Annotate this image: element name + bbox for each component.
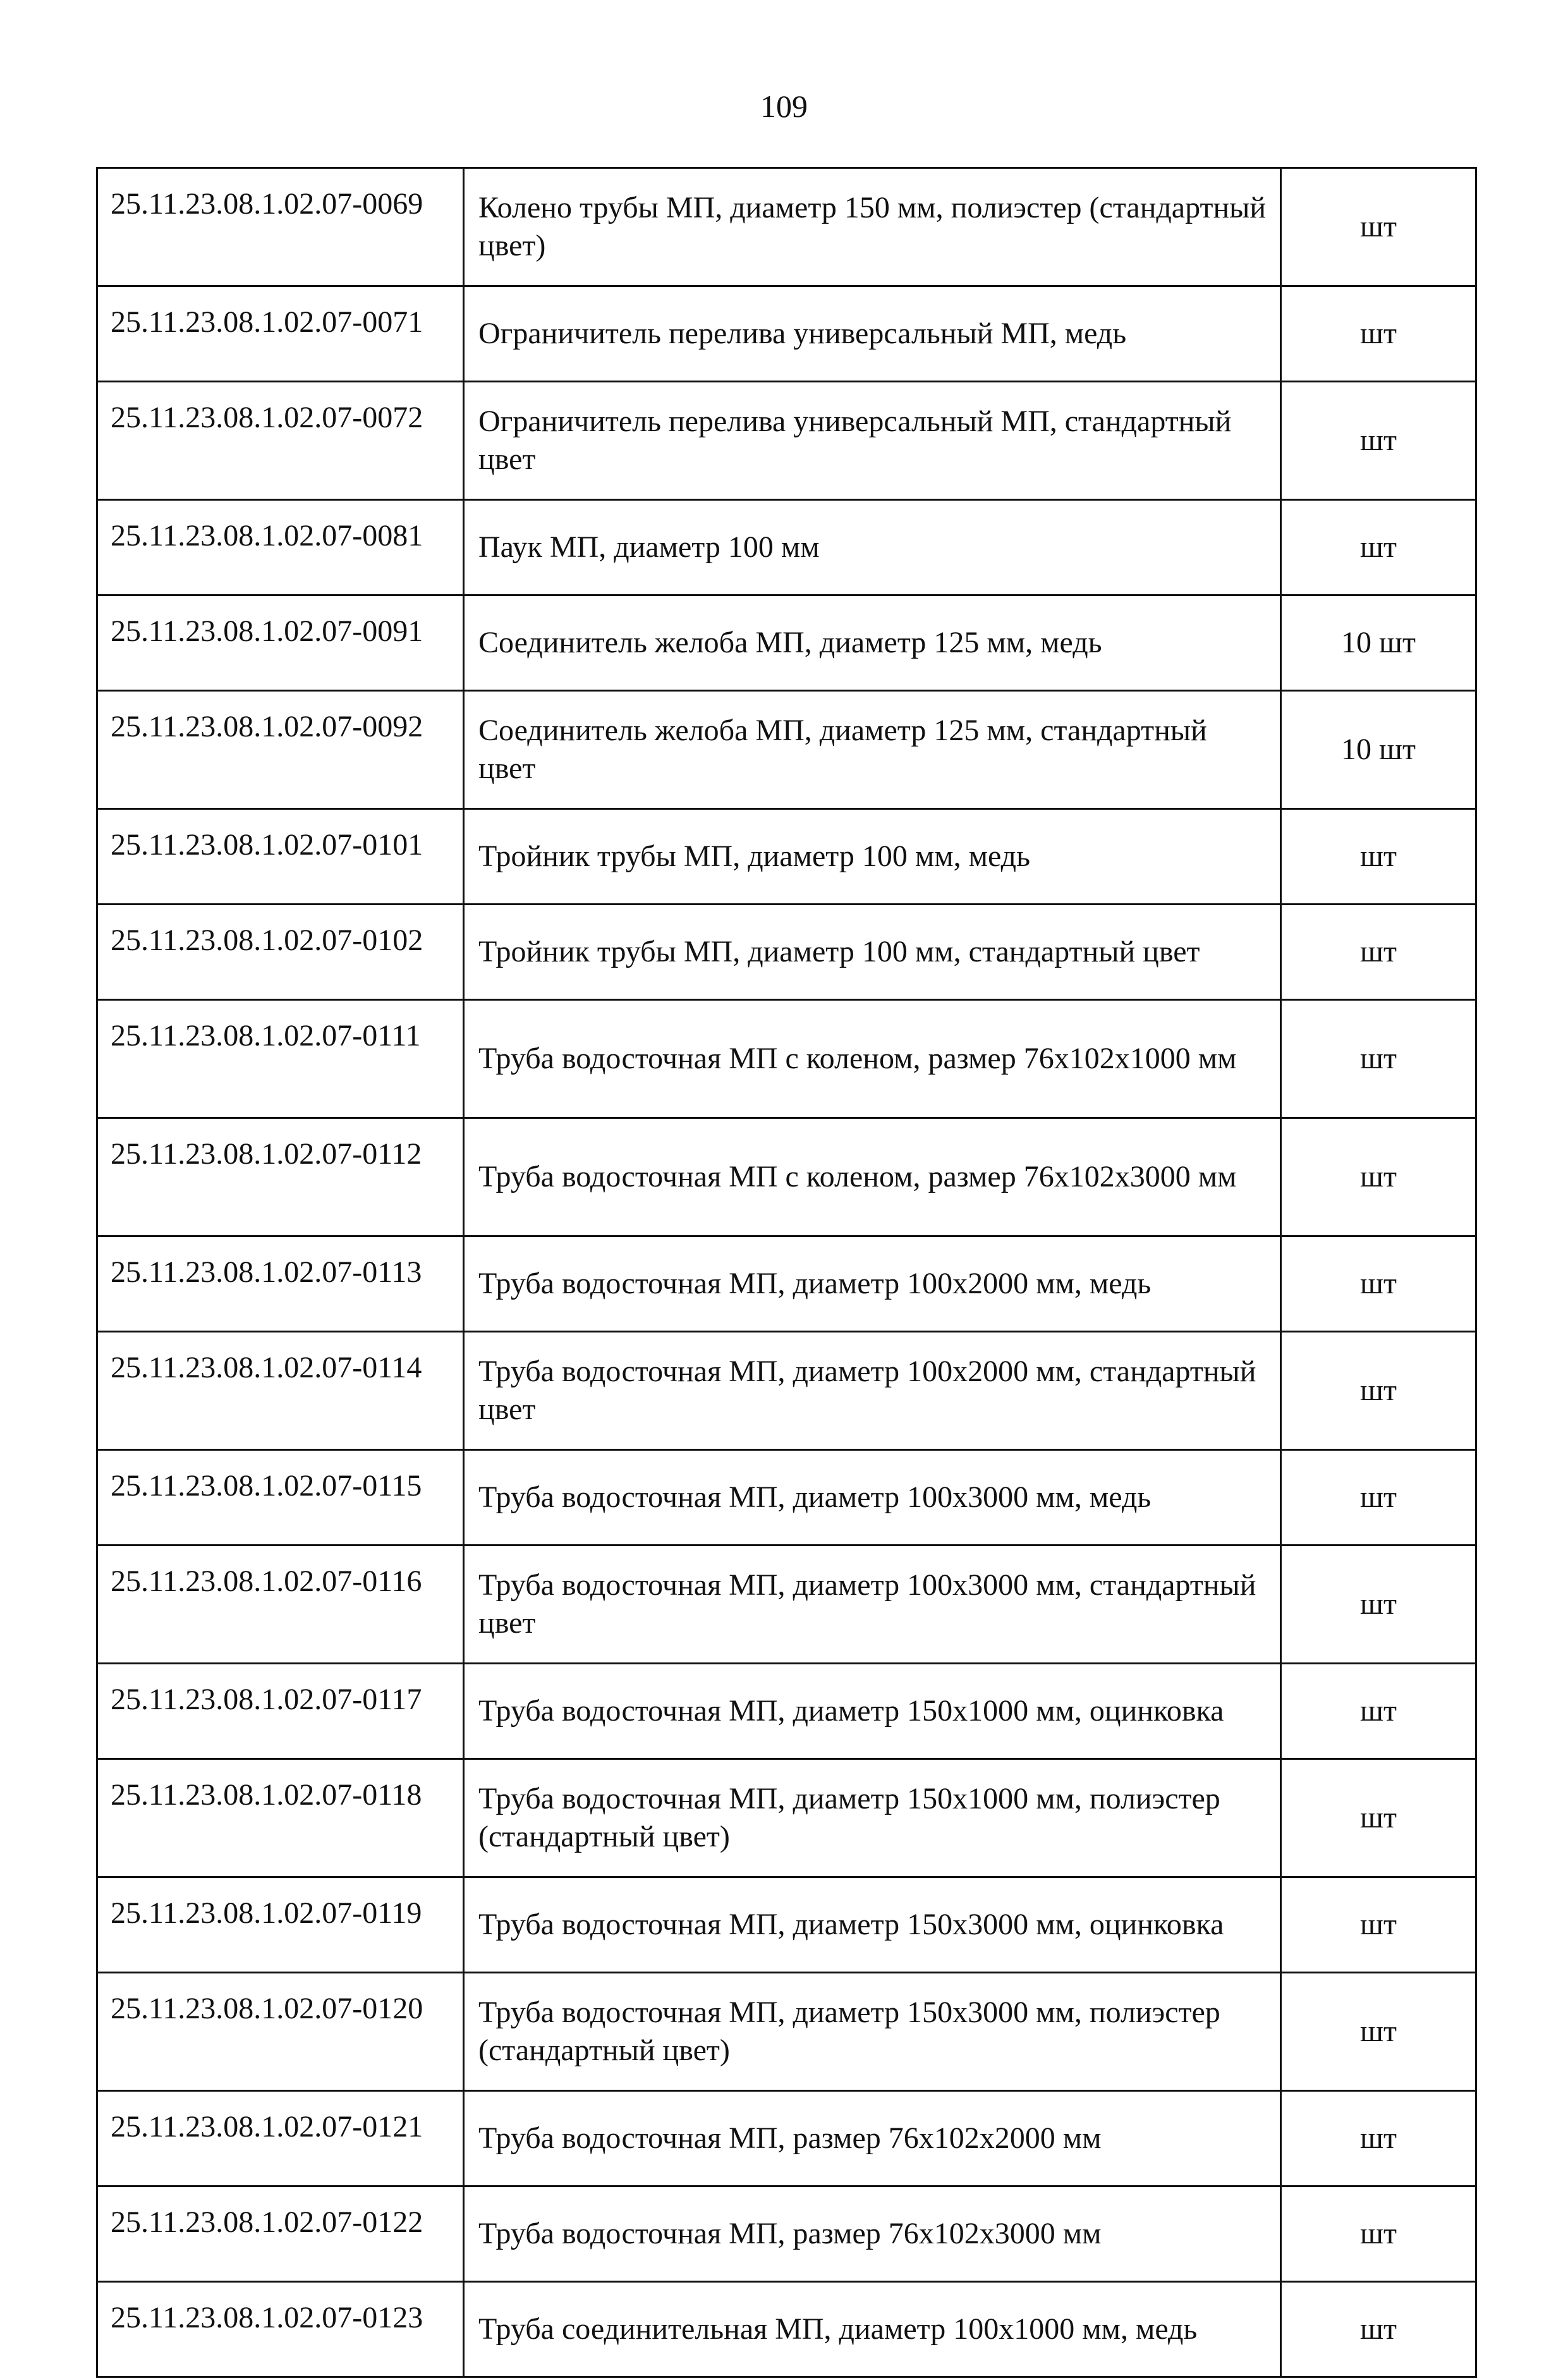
resource-name: Тройник трубы МП, диаметр 100 мм, стандартный цвет — [464, 905, 1281, 1000]
resource-unit: шт — [1281, 382, 1476, 500]
resource-code: 25.11.23.08.1.02.07-0115 — [97, 1450, 464, 1546]
resource-name: Труба водосточная МП, размер 76х102х2000 мм — [464, 2091, 1281, 2186]
resource-unit: шт — [1281, 2186, 1476, 2282]
resource-unit: шт — [1281, 905, 1476, 1000]
resource-code: 25.11.23.08.1.02.07-0118 — [97, 1759, 464, 1877]
resource-unit: шт — [1281, 1759, 1476, 1877]
resource-code: 25.11.23.08.1.02.07-0081 — [97, 500, 464, 595]
table-row — [97, 809, 1476, 905]
resource-name: Паук МП, диаметр 100 мм — [464, 500, 1281, 595]
table-row — [97, 382, 1476, 500]
resource-name: Тройник трубы МП, диаметр 100 мм, медь — [464, 809, 1281, 905]
resource-code: 25.11.23.08.1.02.07-0071 — [97, 286, 464, 382]
resource-name: Соединитель желоба МП, диаметр 125 мм, медь — [464, 595, 1281, 691]
resource-unit: шт — [1281, 286, 1476, 382]
table-row — [97, 1664, 1476, 1759]
resource-code: 25.11.23.08.1.02.07-0102 — [97, 905, 464, 1000]
resource-unit: шт — [1281, 1332, 1476, 1450]
resource-unit: шт — [1281, 1546, 1476, 1664]
table-row — [97, 1973, 1476, 2091]
resource-name: Труба водосточная МП, размер 76х102х3000 мм — [464, 2186, 1281, 2282]
resource-unit: шт — [1281, 1450, 1476, 1546]
table-row — [97, 168, 1476, 286]
resource-name: Труба соединительная МП, диаметр 100х1000 мм, медь — [464, 2282, 1281, 2377]
table-row — [97, 2186, 1476, 2282]
table-row — [97, 2091, 1476, 2186]
resource-code: 25.11.23.08.1.02.07-0123 — [97, 2282, 464, 2377]
resource-name: Труба водосточная МП, диаметр 150х1000 мм, оцинковка — [464, 1664, 1281, 1759]
resource-unit: шт — [1281, 2091, 1476, 2186]
resource-code: 25.11.23.08.1.02.07-0072 — [97, 382, 464, 500]
table-row — [97, 286, 1476, 382]
resource-code: 25.11.23.08.1.02.07-0117 — [97, 1664, 464, 1759]
table-row — [97, 500, 1476, 595]
resource-code: 25.11.23.08.1.02.07-0119 — [97, 1877, 464, 1973]
table-row — [97, 1118, 1476, 1236]
resource-name: Ограничитель перелива универсальный МП, медь — [464, 286, 1281, 382]
resource-name: Труба водосточная МП с коленом, размер 76х102х3000 мм — [464, 1118, 1281, 1236]
table-row — [97, 1877, 1476, 1973]
resource-unit: 10 шт — [1281, 691, 1476, 809]
table-row — [97, 1000, 1476, 1118]
resource-name: Труба водосточная МП с коленом, размер 76х102х1000 мм — [464, 1000, 1281, 1118]
page-number: 109 — [760, 88, 808, 124]
table-row — [97, 905, 1476, 1000]
resource-table — [96, 167, 1477, 2378]
resource-code: 25.11.23.08.1.02.07-0069 — [97, 168, 464, 286]
resource-code: 25.11.23.08.1.02.07-0101 — [97, 809, 464, 905]
resource-code: 25.11.23.08.1.02.07-0116 — [97, 1546, 464, 1664]
resource-code: 25.11.23.08.1.02.07-0120 — [97, 1973, 464, 2091]
resource-code: 25.11.23.08.1.02.07-0112 — [97, 1118, 464, 1236]
resource-unit: шт — [1281, 1973, 1476, 2091]
resource-unit: шт — [1281, 500, 1476, 595]
table-row — [97, 1332, 1476, 1450]
resource-name: Труба водосточная МП, диаметр 100х3000 мм, медь — [464, 1450, 1281, 1546]
resource-code: 25.11.23.08.1.02.07-0121 — [97, 2091, 464, 2186]
resource-code: 25.11.23.08.1.02.07-0111 — [97, 1000, 464, 1118]
resource-name: Труба водосточная МП, диаметр 100х2000 мм, медь — [464, 1236, 1281, 1332]
table-row — [97, 2282, 1476, 2377]
table-row — [97, 1546, 1476, 1664]
resource-name: Соединитель желоба МП, диаметр 125 мм, стандартный цвет — [464, 691, 1281, 809]
resource-code: 25.11.23.08.1.02.07-0091 — [97, 595, 464, 691]
resource-unit: шт — [1281, 1236, 1476, 1332]
table-row — [97, 1759, 1476, 1877]
resource-name: Труба водосточная МП, диаметр 100х3000 мм, стандартный цвет — [464, 1546, 1281, 1664]
resource-name: Труба водосточная МП, диаметр 150х1000 мм, полиэстер (стандартный цвет) — [464, 1759, 1281, 1877]
resource-name: Труба водосточная МП, диаметр 100х2000 мм, стандартный цвет — [464, 1332, 1281, 1450]
resource-code: 25.11.23.08.1.02.07-0122 — [97, 2186, 464, 2282]
resource-name: Ограничитель перелива универсальный МП, стандартный цвет — [464, 382, 1281, 500]
table-row — [97, 1450, 1476, 1546]
resource-unit: шт — [1281, 1877, 1476, 1973]
resource-code: 25.11.23.08.1.02.07-0113 — [97, 1236, 464, 1332]
resource-unit: шт — [1281, 1000, 1476, 1118]
resource-unit: шт — [1281, 168, 1476, 286]
resource-unit: 10 шт — [1281, 595, 1476, 691]
resource-name: Колено трубы МП, диаметр 150 мм, полиэстер (стандартный цвет) — [464, 168, 1281, 286]
resource-unit: шт — [1281, 1664, 1476, 1759]
resource-name: Труба водосточная МП, диаметр 150х3000 мм, оцинковка — [464, 1877, 1281, 1973]
resource-code: 25.11.23.08.1.02.07-0092 — [97, 691, 464, 809]
resource-unit: шт — [1281, 1118, 1476, 1236]
resource-name: Труба водосточная МП, диаметр 150х3000 мм, полиэстер (стандартный цвет) — [464, 1973, 1281, 2091]
table-row — [97, 691, 1476, 809]
resource-code: 25.11.23.08.1.02.07-0114 — [97, 1332, 464, 1450]
table-row — [97, 595, 1476, 691]
resource-unit: шт — [1281, 809, 1476, 905]
table-row — [97, 1236, 1476, 1332]
resource-unit: шт — [1281, 2282, 1476, 2377]
